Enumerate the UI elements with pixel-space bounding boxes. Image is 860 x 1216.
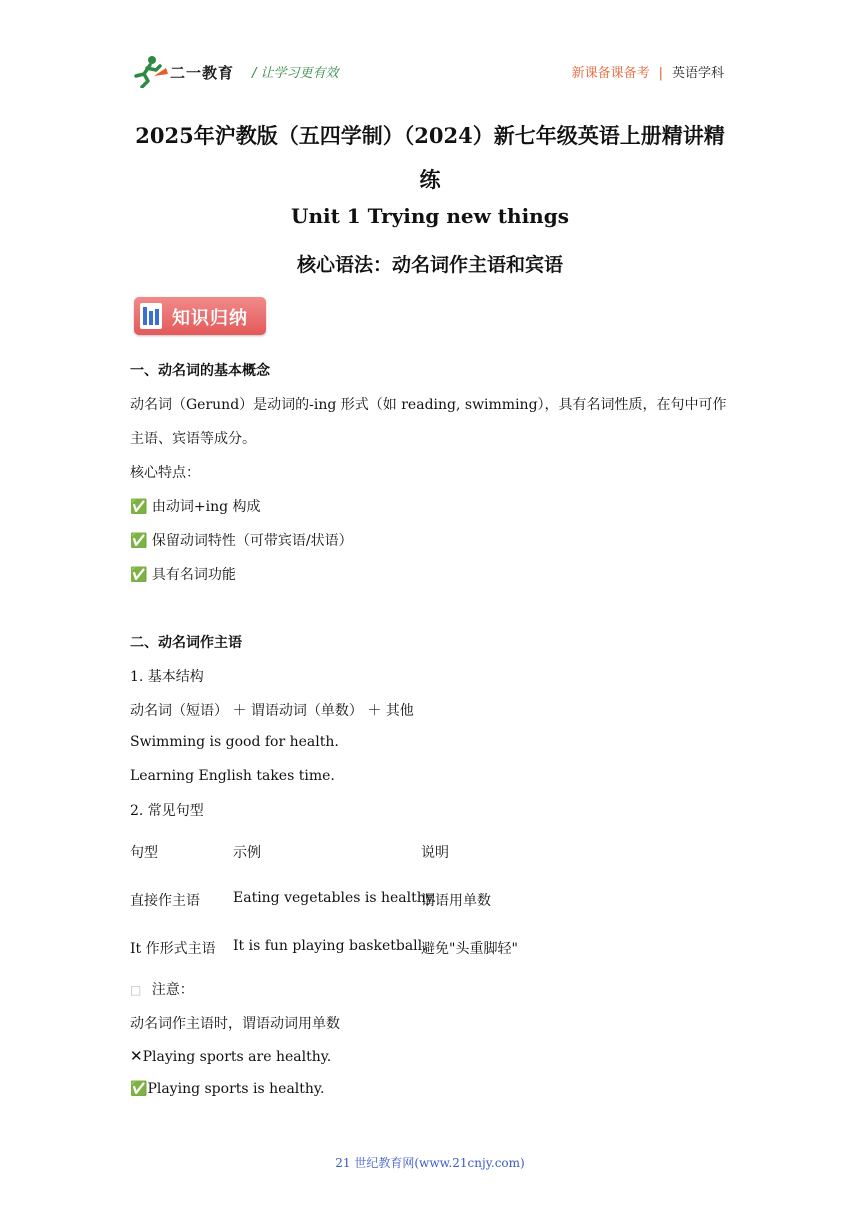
table-cell: It 作形式主语 [130, 941, 216, 957]
page-footer: 21 世纪教育网(www.21cnjy.com) [335, 1156, 525, 1170]
structure-formula: 动名词（短语） ＋ 谓语动词（单数） ＋ 其他 [130, 703, 414, 719]
right-example [130, 1081, 324, 1097]
table-cell: It is fun playing basketball. [233, 938, 427, 954]
cross-icon: ✕ [130, 1047, 143, 1065]
note-line [130, 979, 194, 999]
knowledge-badge [134, 297, 266, 335]
note-icon: □ [130, 983, 142, 997]
page-header [130, 52, 730, 92]
subheading-basic-structure: 1. 基本结构 [130, 669, 204, 685]
topic-title: 核心语法：动名词作主语和宾语 [296, 254, 563, 276]
table-header-example: 示例 [233, 845, 261, 861]
check-icon: ✅ [130, 1081, 148, 1097]
feature-item: ✅ 具有名词功能 [130, 567, 236, 583]
table-cell: 直接作主语 [130, 893, 200, 909]
document-title [130, 114, 730, 202]
table-cell: 避免"头重脚轻" [421, 941, 518, 957]
note-label: 注意： [151, 982, 194, 998]
subheading-common-patterns: 2. 常见句型 [130, 803, 204, 819]
example-sentence: Learning English takes time. [130, 768, 335, 784]
table-cell: 谓语用单数 [421, 893, 491, 909]
unit-title: Unit 1 Trying new things [291, 204, 569, 228]
feature-item: ✅ 保留动词特性（可带宾语/状语） [130, 533, 353, 549]
right-example-text: Playing sports is healthy. [147, 1081, 325, 1097]
table-header-pattern: 句型 [130, 845, 158, 861]
book-icon [140, 303, 162, 329]
header-separator: | [658, 66, 663, 81]
example-sentence: Swimming is good for health. [130, 734, 339, 750]
header-subject-label: 英语学科 [671, 66, 724, 81]
feature-item: ✅ 由动词+ing 构成 [130, 499, 261, 515]
badge-label: 知识归纳 [172, 308, 248, 329]
wrong-example [130, 1047, 331, 1065]
wrong-example-text: Playing sports are healthy. [142, 1049, 332, 1065]
note-text: 动名词作主语时，谓语动词用单数 [130, 1016, 340, 1032]
header-right [572, 62, 724, 81]
document-title-line1: 2025年沪教版（五四学制）（2024）新七年级英语上册精讲精 [135, 123, 725, 148]
table-cell: Eating vegetables is healthy. [233, 890, 437, 906]
table-header-note: 说明 [421, 845, 449, 861]
slogan: / 让学习更有效 [252, 66, 339, 81]
runner-logo-icon [130, 54, 170, 88]
header-course-label: 新课备课备考 [571, 66, 650, 81]
logo-text: 二一教育 [170, 64, 235, 82]
section1-paragraph-line1: 动名词（Gerund）是动词的-ing 形式（如 reading, swimming），具有名词性质，在句中可作 [130, 397, 727, 413]
section2-heading: 二、动名词作主语 [130, 635, 242, 651]
section1-heading: 一、动名词的基本概念 [130, 363, 270, 379]
logo [130, 54, 240, 88]
document-title-line2: 练 [419, 167, 441, 192]
section1-paragraph-line2: 主语、宾语等成分。 [130, 431, 256, 447]
features-label: 核心特点： [130, 465, 200, 481]
